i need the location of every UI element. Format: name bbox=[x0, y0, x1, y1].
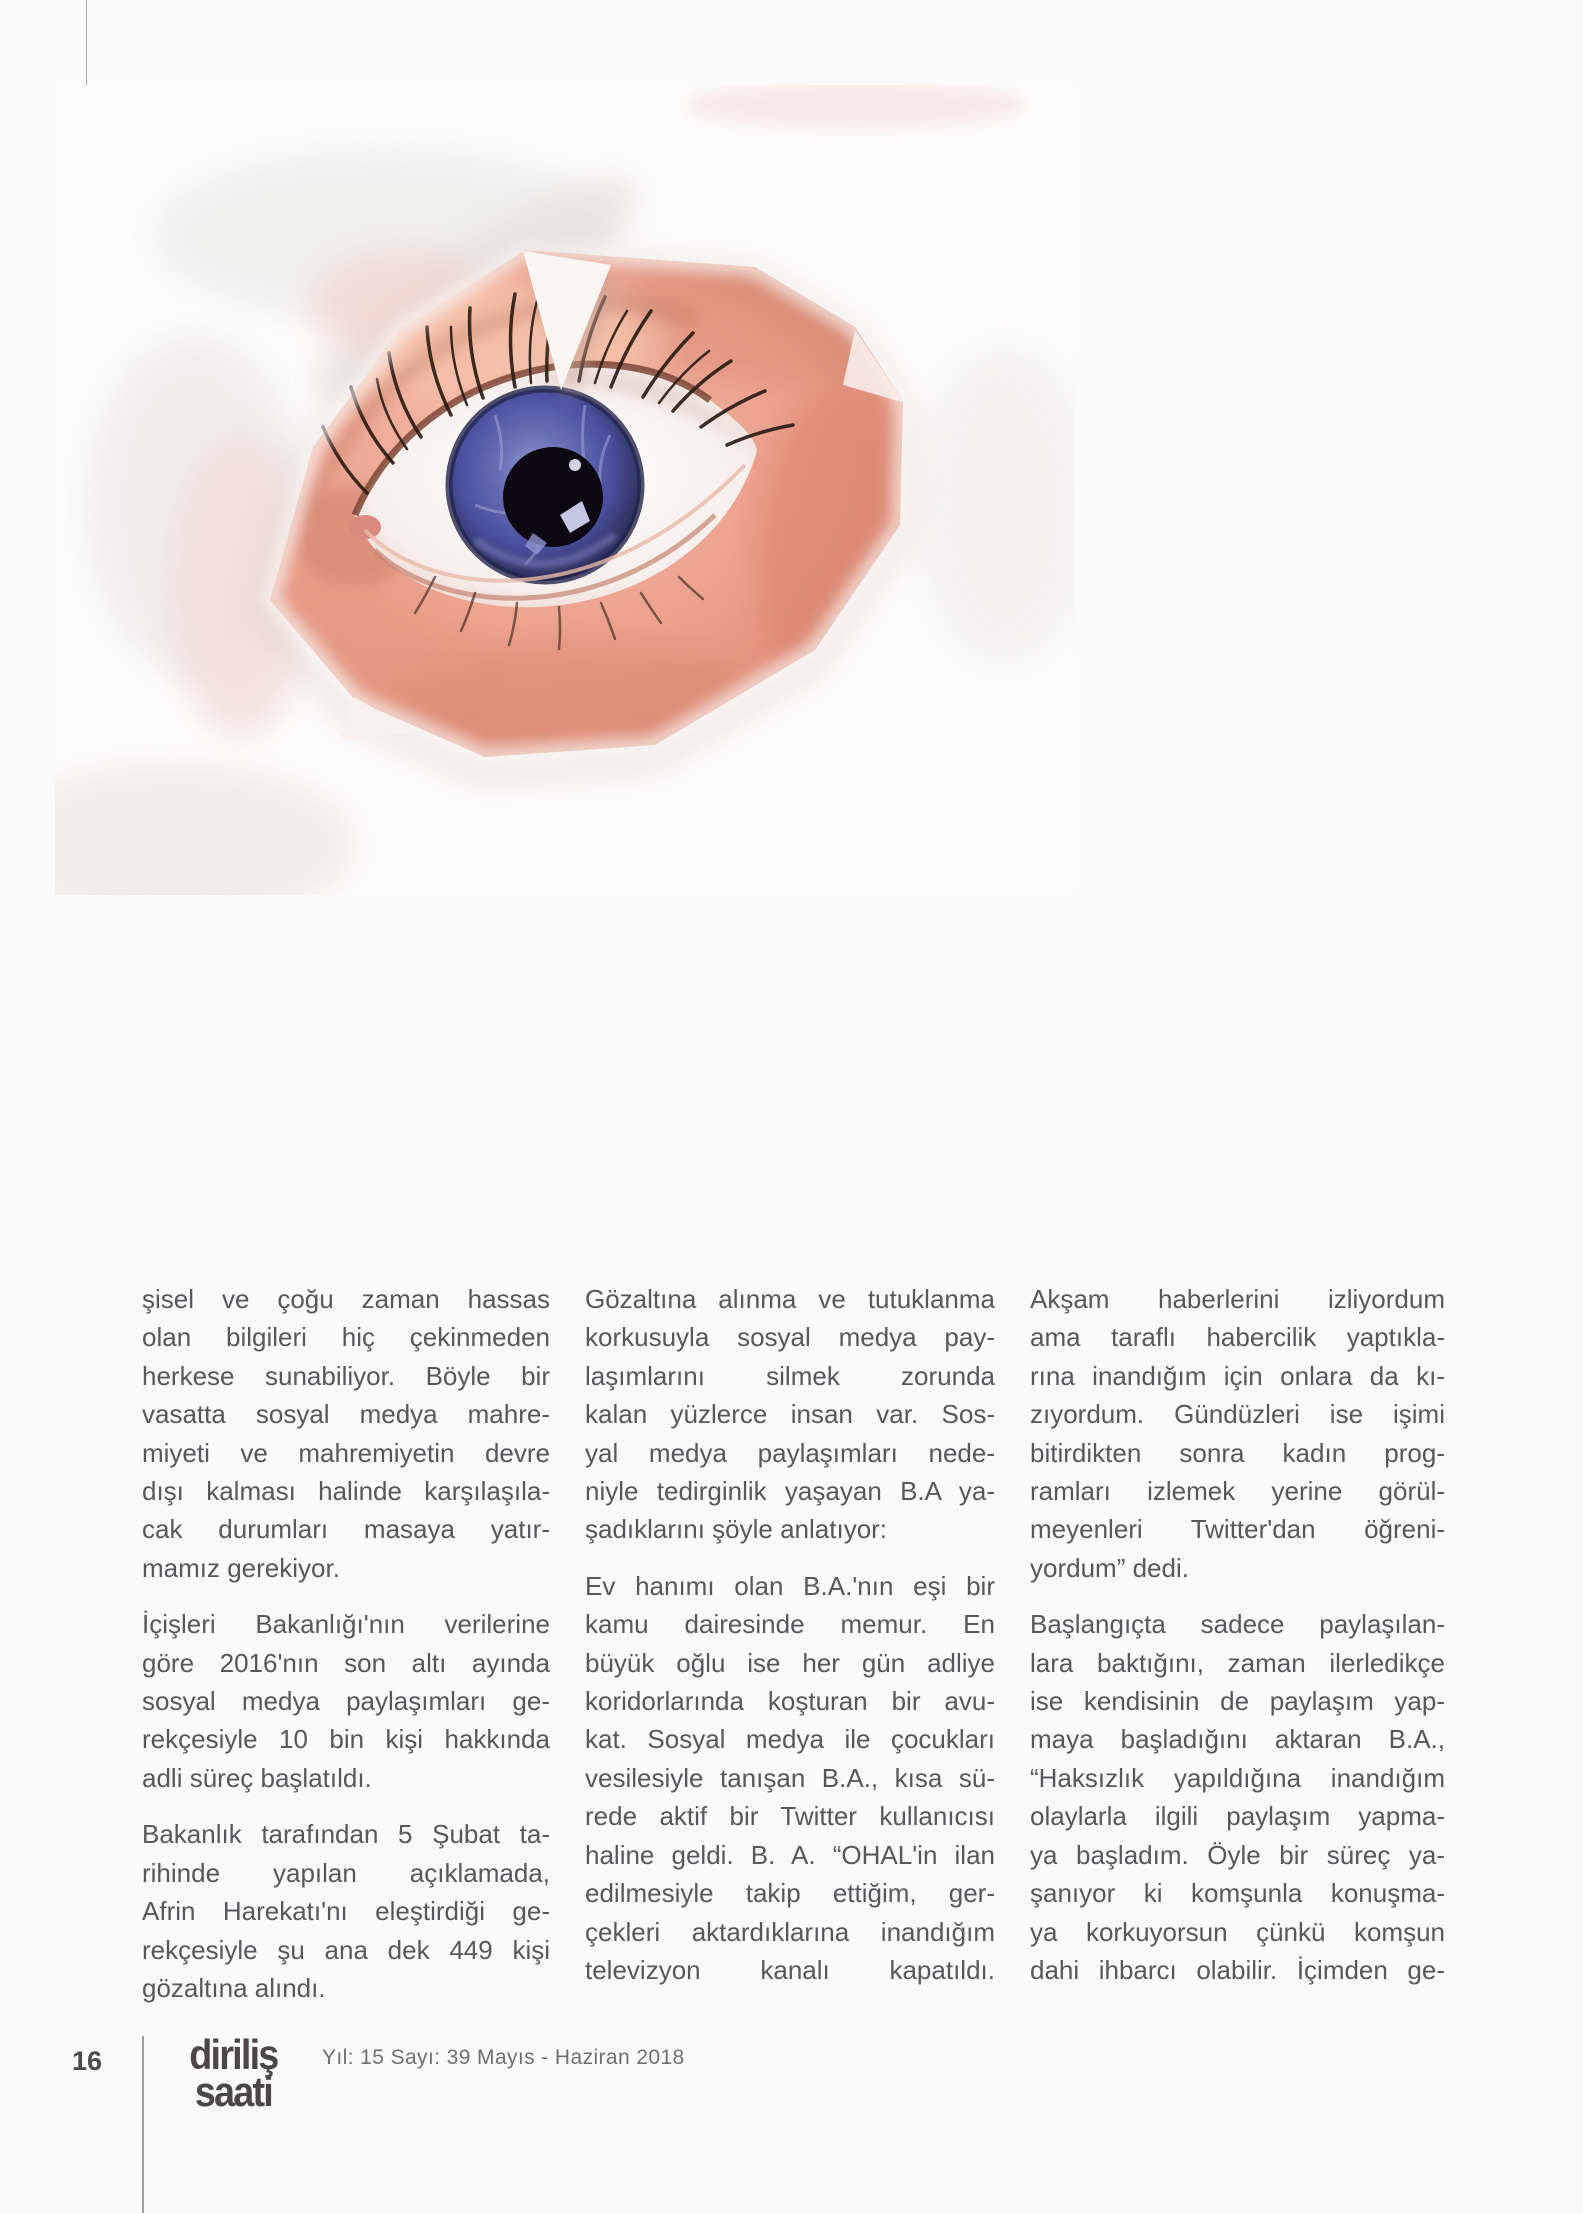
text-line: göre 2016'nın son altı ayında bbox=[142, 1647, 550, 1678]
text-line: laşımlarını silmek zorunda bbox=[585, 1360, 995, 1391]
text-line: ya başladım. Öyle bir süreç ya- bbox=[1030, 1839, 1445, 1870]
text-line: korkusuyla sosyal medya pay- bbox=[585, 1322, 995, 1353]
page-number: 16 bbox=[72, 2046, 103, 2076]
paragraph bbox=[1030, 1605, 1445, 1989]
text-line: yal medya paylaşımları nede- bbox=[585, 1437, 995, 1468]
text-line: lara baktığını, zaman ilerledikçe bbox=[1030, 1647, 1445, 1678]
text-line: ama taraflı habercilik yaptıkla- bbox=[1030, 1322, 1445, 1353]
text-line: ramları izlemek yerine görül- bbox=[1030, 1476, 1445, 1507]
text-line: herkese sunabiliyor. Böyle bir bbox=[142, 1360, 550, 1391]
text-line: çekleri aktardıklarına inandığım bbox=[585, 1916, 995, 1947]
text-line: Akşam haberlerini izliyordum bbox=[1030, 1284, 1445, 1314]
text-line: edilmesiyle takip ettiğim, ger- bbox=[585, 1878, 995, 1909]
paragraph bbox=[1030, 1280, 1445, 1587]
text-line: vasatta sosyal medya mahre- bbox=[142, 1399, 550, 1430]
text-line: rekçesiyle şu ana dek 449 kişi bbox=[142, 1934, 550, 1965]
text-line: miyeti ve mahremiyetin devre bbox=[142, 1437, 550, 1468]
text-line: rına inandığım için onlara da kı- bbox=[1030, 1360, 1445, 1391]
article-column-3 bbox=[1030, 1280, 1445, 2007]
text-line: gözaltına alındı. bbox=[142, 1972, 326, 2003]
text-line: rekçesiyle 10 bin kişi hakkında bbox=[142, 1724, 550, 1755]
text-line: Bakanlık tarafından 5 Şubat ta- bbox=[142, 1819, 550, 1850]
text-line: olan bilgileri hiç çekinmeden bbox=[142, 1322, 550, 1353]
logo-line-1: diriliş bbox=[189, 2031, 278, 2078]
paragraph bbox=[142, 1605, 550, 1797]
text-line: kamu dairesinde memur. En bbox=[585, 1609, 995, 1640]
text-line: haline geldi. B. A. “OHAL'in ilan bbox=[585, 1839, 995, 1870]
text-line: mamız gerekiyor. bbox=[142, 1552, 340, 1583]
article-column-2 bbox=[585, 1280, 995, 2007]
text-line: dışı kalması halinde karşılaşıla- bbox=[142, 1476, 550, 1507]
text-line: adli süreç başlatıldı. bbox=[142, 1762, 372, 1793]
text-line: rede aktif bir Twitter kullanıcısı bbox=[585, 1801, 995, 1832]
text-line: Başlangıçta sadece paylaşılan- bbox=[1030, 1609, 1445, 1640]
paragraph bbox=[142, 1815, 550, 2007]
footer-divider bbox=[142, 2036, 144, 2213]
text-line: İçişleri Bakanlığı'nın verilerine bbox=[142, 1609, 550, 1640]
article-column-1 bbox=[142, 1280, 550, 2007]
text-line: “Haksızlık yapıldığına inandığım bbox=[1030, 1762, 1445, 1793]
text-line: kalan yüzlerce insan var. Sos- bbox=[585, 1399, 995, 1430]
logo-line-2: saati bbox=[194, 2068, 272, 2115]
paragraph bbox=[142, 1280, 550, 1587]
paragraph bbox=[585, 1567, 995, 1989]
magazine-logo bbox=[174, 2031, 293, 2115]
text-line: zıyordum. Gündüzleri ise işimi bbox=[1030, 1399, 1445, 1430]
text-line: sosyal medya paylaşımları ge- bbox=[142, 1686, 550, 1717]
text-line: televizyon kanalı kapatıldı. bbox=[585, 1954, 995, 1985]
text-line: rihinde yapılan açıklamada, bbox=[142, 1857, 550, 1888]
text-line: koridorlarında koşturan bir avu- bbox=[585, 1686, 995, 1717]
text-line: cak durumları masaya yatır- bbox=[142, 1514, 550, 1545]
text-line: ise kendisinin de paylaşım yap- bbox=[1030, 1686, 1445, 1717]
text-line: ya korkuyorsun çünkü komşun bbox=[1030, 1916, 1445, 1947]
text-line: meyenleri Twitter'dan öğreni- bbox=[1030, 1514, 1445, 1545]
text-line: bitirdikten sonra kadın prog- bbox=[1030, 1437, 1445, 1468]
text-line: dahi ihbarcı olabilir. İçimden ge- bbox=[1030, 1954, 1445, 1985]
text-line: niyle tedirginlik yaşayan B.A ya- bbox=[585, 1476, 995, 1507]
text-line: şisel ve çoğu zaman hassas bbox=[142, 1284, 550, 1314]
text-line: Ev hanımı olan B.A.'nın eşi bir bbox=[585, 1570, 995, 1601]
text-line: Afrin Harekatı'nı eleştirdiği ge- bbox=[142, 1896, 550, 1927]
paragraph bbox=[585, 1280, 995, 1549]
caruncle bbox=[349, 515, 381, 539]
text-line: yordum” dedi. bbox=[1030, 1552, 1189, 1583]
pupil bbox=[503, 447, 603, 547]
text-line: kat. Sosyal medya ile çocukları bbox=[585, 1724, 995, 1755]
issue-info: Yıl: 15 Sayı: 39 Mayıs - Haziran 2018 bbox=[322, 2046, 685, 2069]
text-line: Gözaltına alınma ve tutuklanma bbox=[585, 1284, 995, 1314]
eye-photo bbox=[55, 85, 1075, 895]
text-line: şanıyor ki komşunla konuşma- bbox=[1030, 1878, 1445, 1909]
text-line: büyük oğlu ise her gün adliye bbox=[585, 1647, 995, 1678]
text-line: vesilesiyle tanışan B.A., kısa sü- bbox=[585, 1762, 995, 1793]
text-line: maya başladığını aktaran B.A., bbox=[1030, 1724, 1445, 1755]
text-line: şadıklarını şöyle anlatıyor: bbox=[585, 1514, 888, 1545]
article-body bbox=[142, 1280, 1445, 2007]
text-line: olaylarla ilgili paylaşım yapma- bbox=[1030, 1801, 1445, 1832]
